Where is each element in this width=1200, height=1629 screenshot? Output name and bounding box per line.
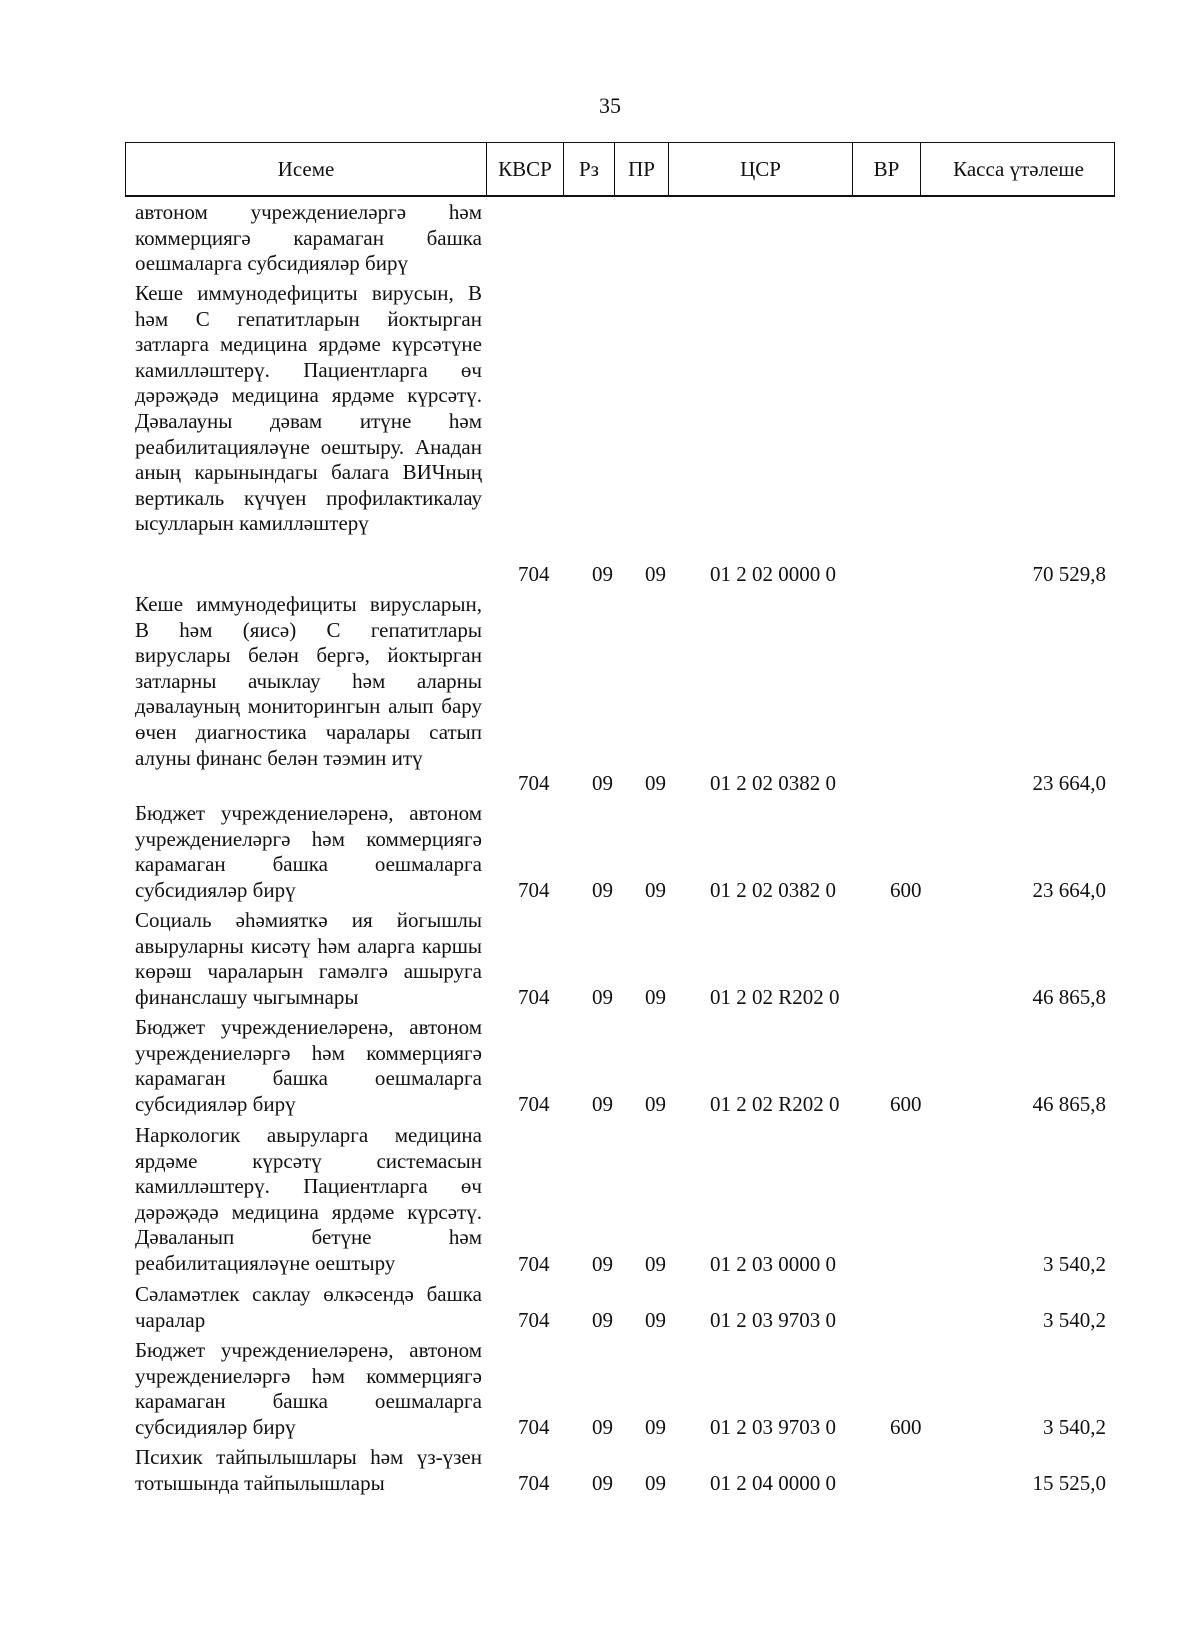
table-header bbox=[125, 142, 1115, 197]
row-name: автоном учреждениеләргә һәм коммерциягә карамаган башка оешмаларга субсидияләр бирү bbox=[135, 200, 482, 276]
column-header-name: Исеме bbox=[126, 143, 487, 195]
table-row bbox=[0, 1282, 1200, 1334]
row-pr: 09 bbox=[645, 1471, 666, 1496]
row-sum: 70 529,8 bbox=[1032, 562, 1106, 587]
row-vr: 600 bbox=[890, 1415, 922, 1440]
table-row bbox=[0, 281, 1200, 588]
row-rz: 09 bbox=[592, 1092, 613, 1117]
row-sum: 3 540,2 bbox=[1043, 1252, 1106, 1277]
row-sum: 3 540,2 bbox=[1043, 1415, 1106, 1440]
row-sum: 3 540,2 bbox=[1043, 1308, 1106, 1333]
row-rz: 09 bbox=[592, 771, 613, 796]
row-sum: 15 525,0 bbox=[1032, 1471, 1106, 1496]
row-kvsr: 704 bbox=[518, 985, 550, 1010]
row-pr: 09 bbox=[645, 771, 666, 796]
row-csr: 01 2 02 0382 0 bbox=[710, 771, 836, 796]
row-sum: 46 865,8 bbox=[1032, 1092, 1106, 1117]
row-kvsr: 704 bbox=[518, 1308, 550, 1333]
column-header-vr: ВР bbox=[853, 143, 921, 195]
row-name: Кеше иммунодефициты вирусын, В һәм С гепатитларын йоктырган затларга медицина ярдәме күрсәтүне камилләштерү. Пациентларга өч дәрәҗәдә медицина ярдәме күрсәтү. Дәвалауны дәвам итүне һәм реабилитацияләүне оештыру. Анадан аның карынындагы балага ВИЧның вертикаль күчүен профилактикалау ысулларын камилләштерү bbox=[135, 281, 482, 536]
row-kvsr: 704 bbox=[518, 1415, 550, 1440]
table-row bbox=[0, 1338, 1200, 1441]
row-csr: 01 2 02 R202 0 bbox=[710, 985, 840, 1010]
row-kvsr: 704 bbox=[518, 1252, 550, 1277]
row-name: Кеше иммунодефициты вирусларын, В һәм (яисә) С гепатитлары вируслары белән бергә, йоктырган затларны ачыклау һәм аларны дәвалауның мониторингын алып бару өчен диагностика чаралары сатып алуны финанс белән тәэмин итү bbox=[135, 592, 482, 770]
row-name: Бюджет учреждениеләренә, автоном учреждениеләргә һәм коммерциягә карамаган башка оешмаларга субсидияләр бирү bbox=[135, 1015, 482, 1116]
row-kvsr: 704 bbox=[518, 562, 550, 587]
row-rz: 09 bbox=[592, 985, 613, 1010]
row-sum: 46 865,8 bbox=[1032, 985, 1106, 1010]
row-name: Социаль әһәмияткә ия йогышлы авыруларны кисәтү һәм аларга каршы көрәш чараларын гамәлгә ашыруга финанслашу чыгымнары bbox=[135, 908, 482, 1009]
row-pr: 09 bbox=[645, 878, 666, 903]
table-row bbox=[0, 592, 1200, 797]
row-sum: 23 664,0 bbox=[1032, 771, 1106, 796]
row-vr: 600 bbox=[890, 1092, 922, 1117]
row-sum: 23 664,0 bbox=[1032, 878, 1106, 903]
column-header-kvsr: КВСР bbox=[487, 143, 564, 195]
row-csr: 01 2 02 R202 0 bbox=[710, 1092, 840, 1117]
row-pr: 09 bbox=[645, 985, 666, 1010]
row-kvsr: 704 bbox=[518, 878, 550, 903]
table-row bbox=[0, 200, 1200, 277]
row-rz: 09 bbox=[592, 1252, 613, 1277]
row-rz: 09 bbox=[592, 878, 613, 903]
row-csr: 01 2 04 0000 0 bbox=[710, 1471, 836, 1496]
row-csr: 01 2 02 0000 0 bbox=[710, 562, 836, 587]
row-vr: 600 bbox=[890, 878, 922, 903]
row-name: Сәламәтлек саклау өлкәсендә башка чаралар bbox=[135, 1282, 482, 1332]
row-kvsr: 704 bbox=[518, 1471, 550, 1496]
table-row bbox=[0, 1445, 1200, 1497]
row-name: Бюджет учреждениеләренә, автоном учреждениеләргә һәм коммерциягә карамаган башка оешмаларга субсидияләр бирү bbox=[135, 801, 482, 902]
column-header-pr: ПР bbox=[615, 143, 669, 195]
row-kvsr: 704 bbox=[518, 771, 550, 796]
row-pr: 09 bbox=[645, 1308, 666, 1333]
row-name: Бюджет учреждениеләренә, автоном учреждениеләргә һәм коммерциягә карамаган башка оешмаларга субсидияләр бирү bbox=[135, 1338, 482, 1439]
row-csr: 01 2 03 0000 0 bbox=[710, 1252, 836, 1277]
column-header-csr: ЦСР bbox=[669, 143, 853, 195]
row-rz: 09 bbox=[592, 1308, 613, 1333]
row-rz: 09 bbox=[592, 1471, 613, 1496]
row-name: Психик тайпылышлары һәм үз-үзен тотышында тайпылышлары bbox=[135, 1445, 482, 1495]
column-header-rz: Рз bbox=[564, 143, 615, 195]
table-row bbox=[0, 908, 1200, 1011]
row-pr: 09 bbox=[645, 1092, 666, 1117]
row-rz: 09 bbox=[592, 1415, 613, 1440]
row-csr: 01 2 02 0382 0 bbox=[710, 878, 836, 903]
row-pr: 09 bbox=[645, 562, 666, 587]
row-kvsr: 704 bbox=[518, 1092, 550, 1117]
row-name: Наркологик авыруларга медицина ярдәме күрсәтү системасын камилләштерү. Пациентларга өч дәрәҗәдә медицина ярдәме күрсәтү. Дәваланып бетүне һәм реабилитацияләүне оештыру bbox=[135, 1123, 482, 1275]
table-row bbox=[0, 801, 1200, 904]
table-row bbox=[0, 1123, 1200, 1278]
table-row bbox=[0, 1015, 1200, 1118]
row-pr: 09 bbox=[645, 1252, 666, 1277]
row-rz: 09 bbox=[592, 562, 613, 587]
column-header-sum: Касса үтәлеше bbox=[953, 157, 1084, 181]
row-pr: 09 bbox=[645, 1415, 666, 1440]
row-csr: 01 2 03 9703 0 bbox=[710, 1308, 836, 1333]
page-number: 35 bbox=[599, 93, 621, 118]
row-csr: 01 2 03 9703 0 bbox=[710, 1415, 836, 1440]
